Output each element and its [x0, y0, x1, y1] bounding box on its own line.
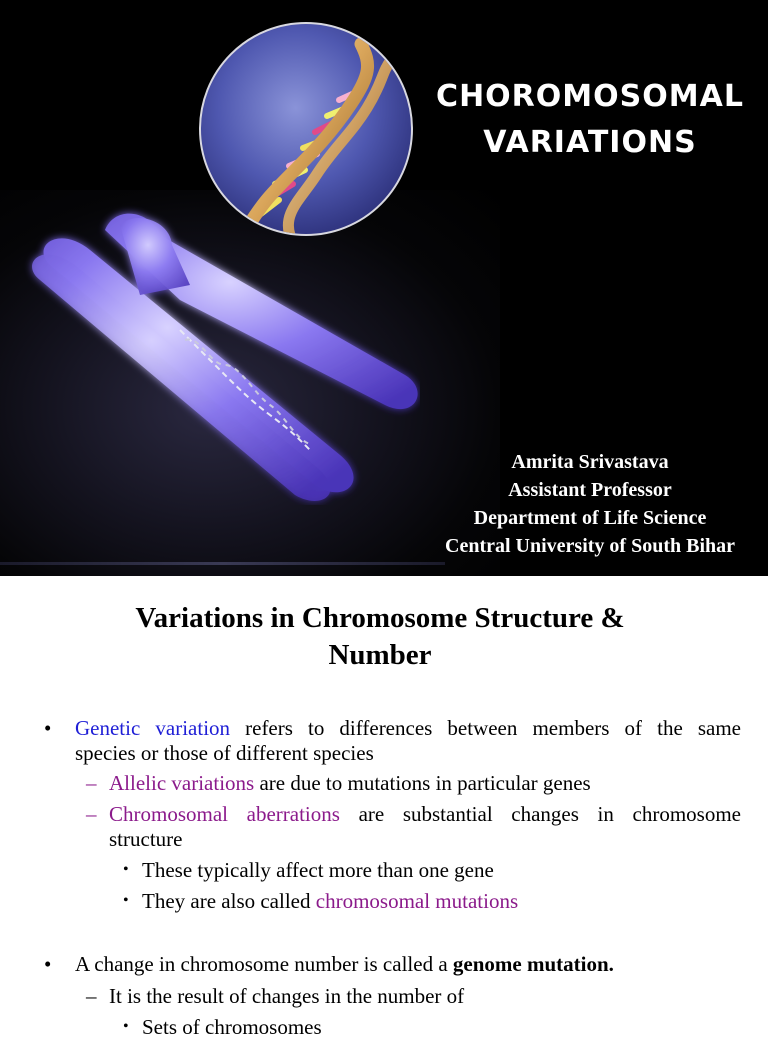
- slide-heading: [40, 600, 720, 674]
- list-item-chromosomal-mutations: [142, 888, 518, 914]
- title-line-1: CHOROMOSOMAL: [436, 79, 744, 114]
- list-item-text: are substantial changes in chromosome: [358, 802, 741, 826]
- term-allelic-variations: Allelic variations: [109, 771, 255, 795]
- author-block: [420, 448, 760, 560]
- term-genetic-variation: Genetic variation: [75, 716, 231, 740]
- author-designation: Assistant Professor: [508, 479, 672, 501]
- bullet-marker: •: [44, 716, 52, 740]
- author-name: Amrita Srivastava: [511, 451, 669, 473]
- chromosome-illustration: [20, 205, 420, 505]
- term-genome-mutation: genome mutation.: [452, 952, 614, 976]
- list-item-text: refers to differences between members of the same: [245, 716, 741, 740]
- dna-helix-illustration: [199, 22, 413, 236]
- list-item-genome-mutation: [75, 951, 614, 977]
- bullet-marker: •: [123, 1018, 129, 1035]
- list-item-genetic-variation: [75, 715, 741, 741]
- dash-marker: –: [86, 771, 97, 795]
- bullet-marker: •: [123, 861, 129, 878]
- list-item-chromosomal-aberrations: [109, 801, 741, 827]
- term-chromosomal-aberrations: Chromosomal aberrations: [109, 802, 340, 826]
- list-item-text: A change in chromosome number is called a: [75, 952, 448, 976]
- slide-title: [420, 74, 760, 166]
- dash-marker: –: [86, 984, 97, 1008]
- list-item-text: These typically affect more than one gene: [142, 858, 494, 882]
- list-item-text: are due to mutations in particular genes: [259, 771, 591, 795]
- heading-line-2: Number: [328, 639, 432, 671]
- list-item-text: It is the result of changes in the number of: [109, 984, 465, 1008]
- heading-line-1: Variations in Chromosome Structure &: [135, 602, 625, 634]
- list-item-text: They are also called: [142, 889, 311, 913]
- dash-marker: –: [86, 802, 97, 826]
- bullet-marker: •: [44, 952, 52, 976]
- author-university: Central University of South Bihar: [445, 535, 735, 557]
- list-item-text: Sets of chromosomes: [142, 1015, 322, 1039]
- term-chromosomal-mutations: chromosomal mutations: [315, 889, 519, 913]
- bullet-marker: •: [123, 892, 129, 909]
- author-department: Department of Life Science: [473, 507, 707, 529]
- list-item-text-continued: structure: [109, 827, 183, 851]
- list-item-text-continued: species or those of different species: [75, 741, 374, 765]
- title-line-2: VARIATIONS: [483, 125, 697, 160]
- list-item-allelic-variations: [109, 770, 591, 796]
- slide-bottom-bar: [0, 562, 445, 565]
- content-slide: [0, 576, 768, 1039]
